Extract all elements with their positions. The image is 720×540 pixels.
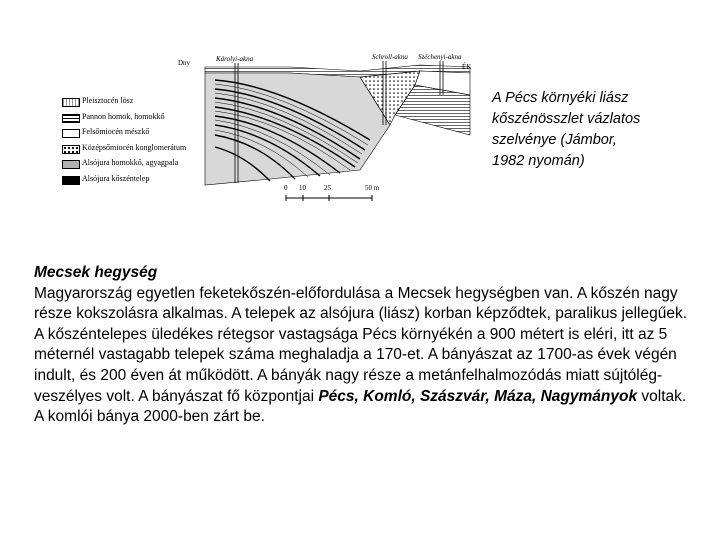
map-label-schroll: Schroll-akna (372, 53, 408, 61)
article-text-end: voltak. A komlói bánya 2000-ben zárt be. (34, 387, 687, 426)
legend-label: Felsőmiocén mészkő (82, 127, 150, 136)
scale-tick-label: 50 m (365, 184, 380, 192)
article-paragraph (34, 284, 694, 428)
legend-label: Középsőmiocén konglomerátum (82, 142, 187, 152)
map-label-west: Dny (178, 59, 191, 67)
caption-line: 1982 nyomán) (492, 153, 585, 169)
legend-label: Pleisztocén lösz (82, 96, 134, 105)
article (34, 263, 694, 428)
map-label-karolyi: Károlyi-akna (216, 55, 254, 63)
legend-swatch-pannon (62, 114, 80, 123)
legend-swatch-coal-seam (62, 176, 80, 185)
legend-label: Alsójura kőszéntelep (82, 173, 150, 183)
scale-tick-label: 25 (324, 184, 331, 192)
map-label-szechenyi: Széchenyi-akna (418, 53, 462, 61)
caption-line: kőszénösszlet vázlatos (492, 111, 641, 127)
article-text: Magyarország egyetlen feketekőszén-előfordulása a Mecsek hegységben van. A kőszén nagy része kokszolásra alkalmas. A telepek az alsójura (liász) korban képződtek, paralikus jellegűek. A kőszéntelepes üledékes rétegsor vastagsága Pécs környékén a 900 métert is eléri, itt az 5 méternél vastagabb telepek száma meghaladja a 170-et. A bányászat az 1700-as évek végén indult, és 200 éven át működött. A bányák nagy része a metánfelhalmozódás miatt sújtólég-veszélyes volt. A bányászat fő központjai (34, 284, 688, 405)
legend-swatch-limestone (62, 129, 80, 138)
scale-tick-label: 10 (299, 184, 306, 192)
cross-section-diagram (178, 53, 480, 205)
scale-tick-label: 0 (284, 184, 288, 192)
map-label-east: ÉK (462, 63, 472, 71)
article-heading: Mecsek hegység (34, 264, 158, 281)
mining-centers: Pécs, Komló, Szászvár, Máza, Nagymányok (318, 387, 638, 405)
legend-label: Alsójura homokkő, agyagpala (82, 158, 179, 167)
legend-swatch-loess (62, 98, 80, 107)
legend-swatch-sandstone (62, 160, 80, 169)
caption-line: szelvénye (Jámbor, (492, 132, 617, 148)
legend-swatch-conglomerate (62, 145, 80, 154)
caption-line: A Pécs környéki liász (492, 90, 629, 106)
legend-label: Pannon homok, homokkő (82, 111, 165, 121)
cross-section-drawing (200, 55, 480, 205)
figure-caption (492, 88, 682, 172)
